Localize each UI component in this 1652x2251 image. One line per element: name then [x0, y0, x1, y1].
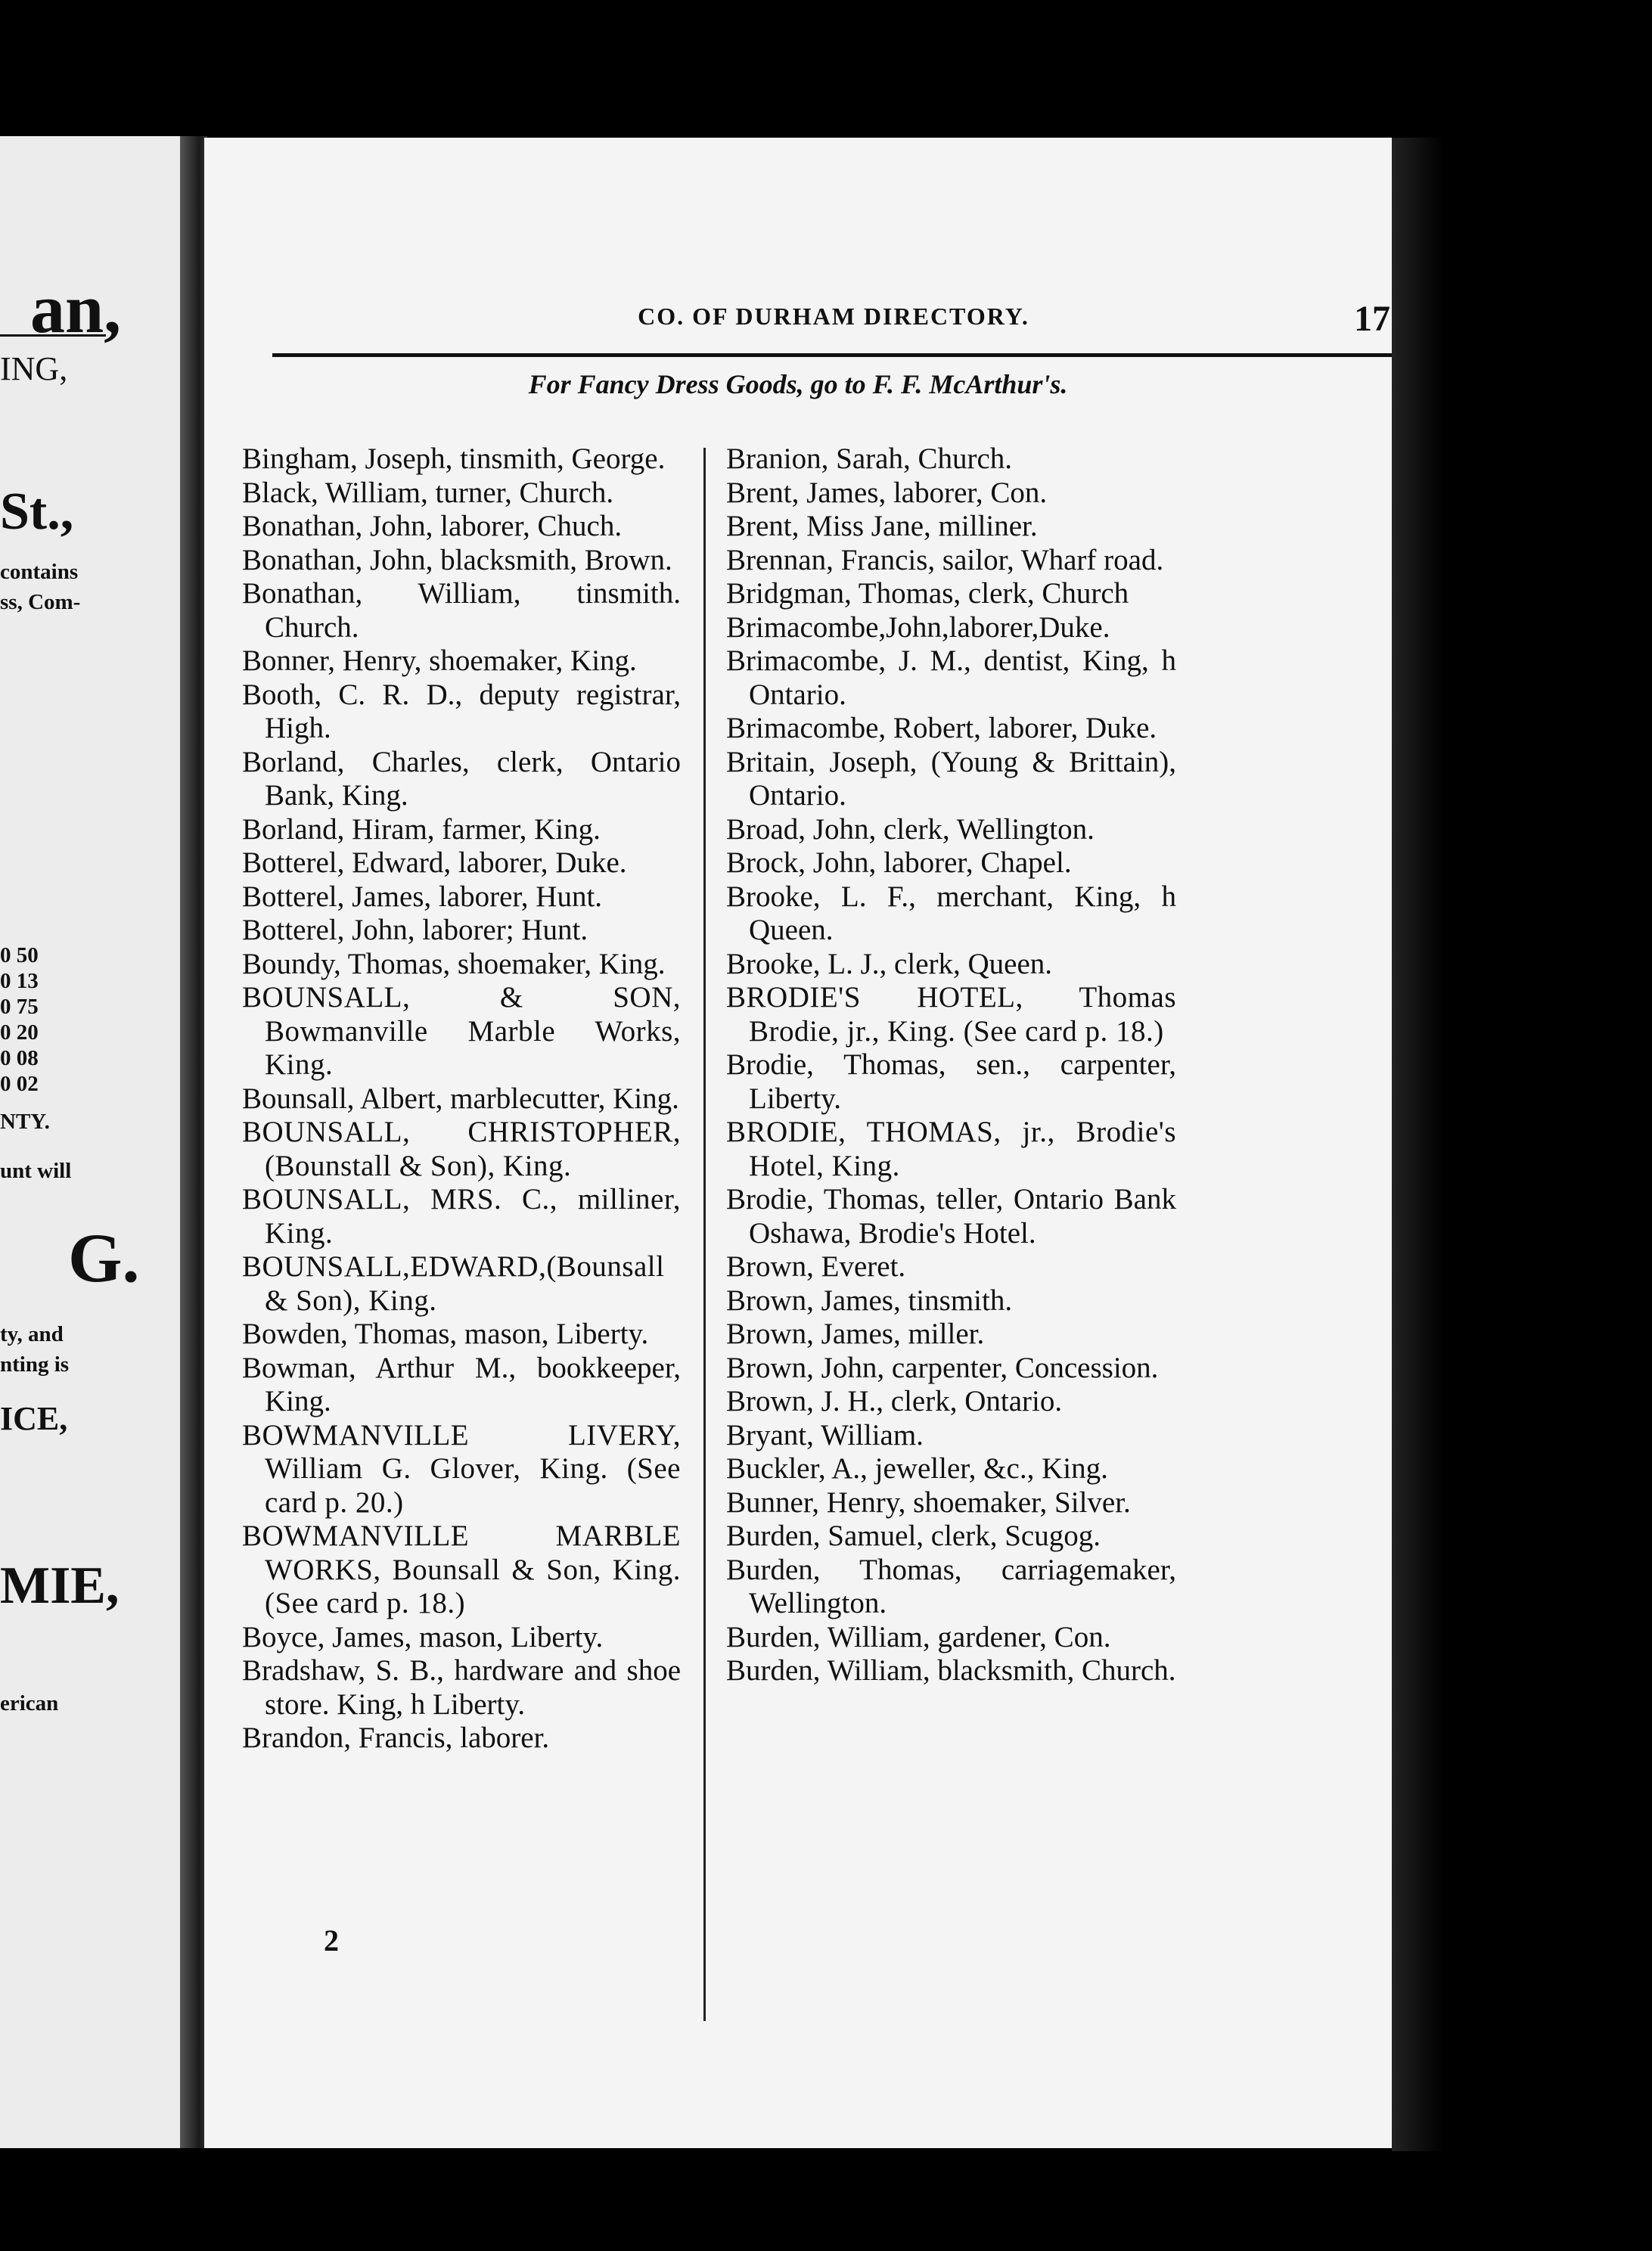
- left-page-fragment: 0 50: [0, 943, 39, 967]
- directory-entry: BOUNSALL,EDWARD,(Bounsall & Son), King.: [242, 1250, 665, 1317]
- directory-entry: Buckler, A., jeweller, &c., King.: [726, 1452, 1108, 1485]
- directory-entry: BOWMANVILLE LIVERY, William G. Glover, King. (See card p. 20.): [242, 1418, 681, 1519]
- directory-entry: Brown, James, miller.: [726, 1318, 985, 1350]
- left-page-fragment: 0 75: [0, 995, 39, 1019]
- left-facing-page: [0, 136, 180, 2148]
- left-page-fragment: contains: [0, 560, 79, 584]
- directory-entry: Brown, J. H., clerk, Ontario.: [726, 1385, 1063, 1417]
- page-title: CO. OF DURHAM DIRECTORY.: [638, 303, 1029, 330]
- left-page-fragment: erican: [0, 1691, 59, 1715]
- left-page-fragment: 0 20: [0, 1020, 39, 1045]
- directory-entry: Brent, Miss Jane, milliner.: [726, 510, 1038, 542]
- left-page-fragment: ING,: [0, 350, 68, 387]
- directory-entry: Boyce, James, mason, Liberty.: [242, 1620, 604, 1653]
- directory-entry: Boundy, Thomas, shoemaker, King.: [242, 947, 666, 980]
- directory-entry: Broad, John, clerk, Wellington.: [726, 812, 1095, 846]
- background-shadow: [1392, 138, 1652, 2151]
- directory-entry: Black, William, turner, Church.: [242, 476, 614, 509]
- directory-entry: Brown, Everet.: [726, 1250, 906, 1283]
- directory-entry: BOUNSALL, & SON, Bowmanville Marble Works, King.: [242, 981, 681, 1081]
- directory-entry: Burden, Samuel, clerk, Scugog.: [726, 1520, 1101, 1552]
- directory-entry: Bryant, William.: [726, 1418, 924, 1452]
- directory-entry: Bingham, Joseph, tinsmith, George.: [242, 442, 666, 475]
- header-rule: [272, 353, 1392, 357]
- page-header: [271, 299, 1392, 348]
- directory-entry: Bunner, Henry, shoemaker, Silver.: [726, 1486, 1131, 1519]
- directory-entry: BRODIE, THOMAS, jr., Brodie's Hotel, King.: [726, 1116, 1176, 1182]
- directory-entry: Burden, William, gardener, Con.: [726, 1620, 1111, 1653]
- directory-entry: BOWMANVILLE MARBLE WORKS, Bounsall & Son, King. (See card p. 18.): [242, 1520, 681, 1619]
- directory-entry: Brooke, L. F., merchant, King, h Queen.: [726, 880, 1176, 946]
- directory-entry: Brodie, Thomas, teller, Ontario Bank Oshawa, Brodie's Hotel.: [726, 1183, 1176, 1250]
- directory-entry: Brennan, Francis, sailor, Wharf road.: [726, 543, 1164, 576]
- directory-entry: Botterel, James, laborer, Hunt.: [242, 880, 603, 913]
- directory-entry: Brimacombe, Robert, laborer, Duke.: [726, 712, 1157, 744]
- book-gutter: [180, 136, 207, 2148]
- directory-entry: Bounsall, Albert, marblecutter, King.: [242, 1082, 679, 1115]
- left-page-fragment: ICE,: [0, 1400, 68, 1437]
- directory-entry: BOUNSALL, MRS. C., milliner, King.: [242, 1183, 681, 1250]
- directory-entry: Bonathan, William, tinsmith. Church.: [242, 577, 681, 644]
- directory-entry: Brooke, L. J., clerk, Queen.: [726, 947, 1053, 980]
- directory-page: [204, 138, 1392, 2151]
- advert-line: For Fancy Dress Goods, go to F. F. McArthur's.: [528, 369, 1068, 399]
- left-page-fragment: ss, Com-: [0, 590, 81, 614]
- directory-entry: Booth, C. R. D., deputy registrar, High.: [242, 678, 681, 744]
- directory-entry: Bowden, Thomas, mason, Liberty.: [242, 1318, 649, 1350]
- left-page-fragment: MIE,: [0, 1557, 120, 1615]
- directory-entry: Burden, Thomas, carriagemaker, Wellington.: [726, 1553, 1176, 1619]
- directory-entry: Borland, Hiram, farmer, King.: [242, 812, 601, 846]
- left-column: [242, 442, 681, 1756]
- directory-entry: Bowman, Arthur M., bookkeeper, King.: [242, 1351, 681, 1417]
- left-page-fragment: 0 13: [0, 969, 39, 993]
- directory-entry: BOUNSALL, CHRISTOPHER, (Bounstall & Son), King.: [242, 1116, 681, 1182]
- directory-entry: Bonathan, John, laborer, Chuch.: [242, 510, 623, 542]
- left-page-fragment: 0 02: [0, 1072, 39, 1096]
- directory-entry: Bridgman, Thomas, clerk, Church: [726, 577, 1129, 610]
- directory-entry: Brock, John, laborer, Chapel.: [726, 846, 1072, 879]
- directory-entry: Borland, Charles, clerk, Ontario Bank, King.: [242, 745, 681, 812]
- directory-entry: Brodie, Thomas, sen., carpenter, Liberty.: [726, 1048, 1176, 1115]
- directory-entry: Britain, Joseph, (Young & Brittain), Ontario.: [726, 745, 1176, 812]
- left-page-fragment: ty, and: [0, 1322, 64, 1346]
- directory-entry: Brimacombe,John,laborer,Duke.: [726, 610, 1110, 644]
- left-page-fragment: nting is: [0, 1352, 70, 1377]
- directory-entry: Branion, Sarah, Church.: [726, 442, 1013, 475]
- left-page-fragment: 0 08: [0, 1046, 39, 1070]
- left-page-fragment: an,: [30, 270, 122, 347]
- left-page-fragment: St.,: [0, 483, 74, 541]
- directory-entry: Brent, James, laborer, Con.: [726, 476, 1048, 509]
- left-page-fragment: NTY.: [0, 1110, 50, 1134]
- directory-entry: Botterel, John, laborer; Hunt.: [242, 914, 588, 946]
- directory-entry: Brown, James, tinsmith.: [726, 1284, 1013, 1317]
- directory-entry: Bradshaw, S. B., hardware and shoe store. King, h Liberty.: [242, 1654, 681, 1721]
- directory-entry: Bonner, Henry, shoemaker, King.: [242, 644, 637, 677]
- column-divider: [703, 448, 706, 2021]
- right-column: [726, 442, 1176, 1688]
- directory-entry: Brown, John, carpenter, Concession.: [726, 1351, 1159, 1384]
- directory-entry: BRODIE'S HOTEL, Thomas Brodie, jr., King. (See card p. 18.): [726, 981, 1176, 1048]
- directory-entry: Botterel, Edward, laborer, Duke.: [242, 846, 627, 879]
- left-page-fragment: G.: [68, 1219, 140, 1296]
- directory-entry: Bonathan, John, blacksmith, Brown.: [242, 543, 672, 576]
- page-number: 17: [1354, 299, 1390, 339]
- signature-mark: 2: [324, 1923, 339, 1958]
- background-shadow-bottom: [204, 2148, 1392, 2251]
- directory-entry: Brandon, Francis, laborer.: [242, 1722, 550, 1754]
- left-page-fragment: unt will: [0, 1159, 72, 1183]
- directory-entry: Burden, William, blacksmith, Church.: [726, 1654, 1176, 1687]
- directory-entry: Brimacombe, J. M., dentist, King, h Ontario.: [726, 644, 1176, 711]
